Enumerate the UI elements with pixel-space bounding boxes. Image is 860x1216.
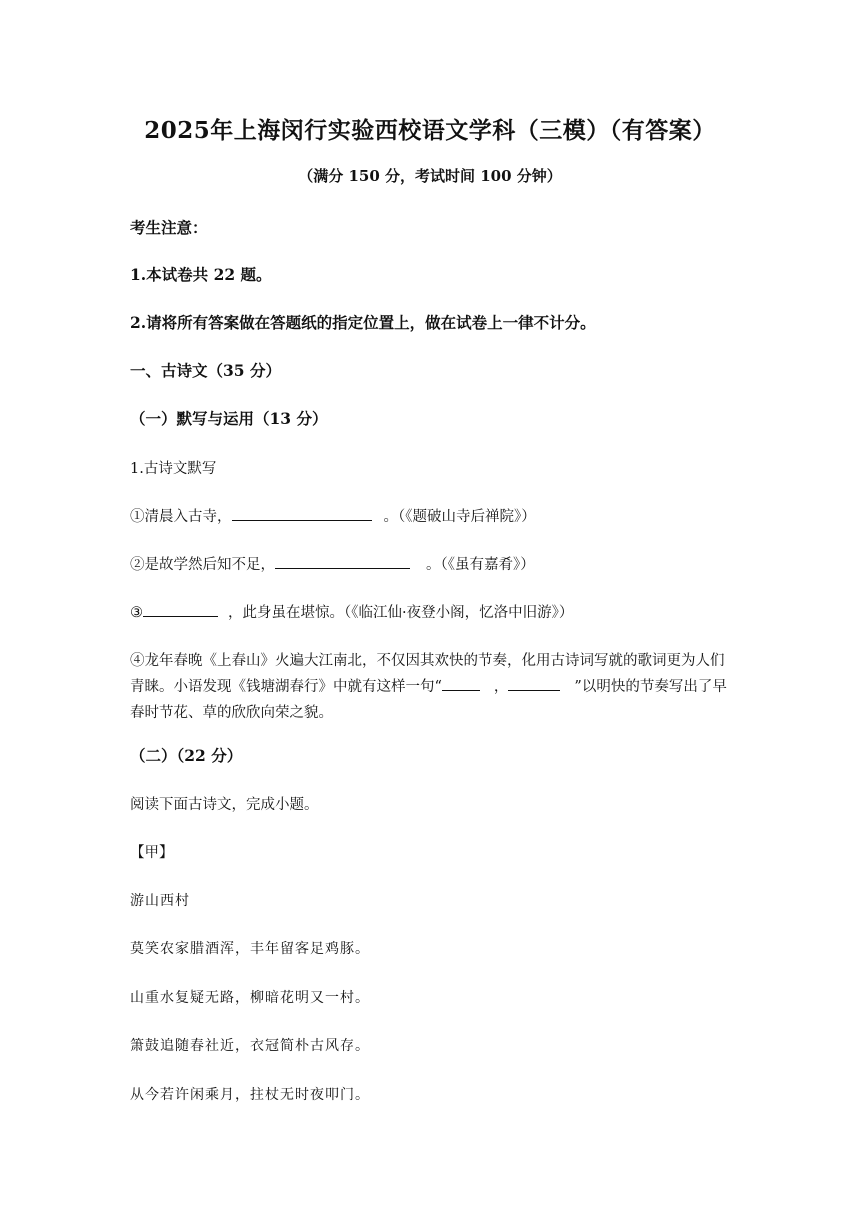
item-4-prompt: ④龙年春晚《上春山》火遍大江南北，不仅因其欢快的节奏，化用古诗词写就的歌词更为人们青睐。小语发现《钱塘湖春行》中就有这样一句“ — [130, 653, 725, 695]
question-1-heading: 1.古诗文默写 — [130, 461, 217, 477]
answer-blank[interactable] — [275, 554, 410, 569]
item-2-source: 。（《虽有嘉肴》） — [426, 557, 535, 573]
notice-item-2: 2.请将所有答案做在答题纸的指定位置上，做在试卷上一律不计分。 — [130, 313, 596, 332]
poem-line-3: 箫鼓追随春社近，衣冠简朴古风存。 — [130, 1038, 370, 1054]
item-4-rest: ”以明快的节奏写出了早春时节花、草的欣欣向荣之貌。 — [130, 679, 727, 721]
section-heading-1: 一、古诗文（35 分） — [130, 361, 281, 380]
question-1-item-4 — [130, 648, 735, 726]
subsection-heading-2: （二）（22 分） — [130, 746, 243, 765]
question-1-item-1 — [130, 505, 536, 526]
item-3-source: ，此身虽在堪惊。（《临江仙·夜登小阁，忆洛中旧游》） — [228, 605, 574, 621]
item-4-comma: ， — [493, 679, 509, 695]
notice-item-1: 1.本试卷共 22 题。 — [130, 265, 272, 284]
item-1-prompt: ①清晨入古寺， — [130, 509, 232, 525]
passage-label-jia: 【甲】 — [130, 845, 174, 861]
question-1-item-2 — [130, 553, 535, 574]
reading-instruction: 阅读下面古诗文，完成小题。 — [130, 797, 319, 813]
question-1-item-3 — [130, 601, 573, 622]
answer-blank[interactable] — [442, 676, 480, 691]
poem-title: 游山西村 — [130, 893, 190, 909]
answer-blank[interactable] — [143, 602, 218, 617]
notice-heading: 考生注意： — [130, 218, 208, 237]
poem-line-2: 山重水复疑无路，柳暗花明又一村。 — [130, 990, 370, 1006]
subsection-heading-1: （一）默写与运用（13 分） — [130, 409, 328, 428]
poem-line-1: 莫笑农家腊酒浑，丰年留客足鸡豚。 — [130, 941, 370, 957]
exam-title: 2025年上海闵行实验西校语文学科（三模）（有答案） — [144, 117, 716, 144]
item-3-prompt: ③ — [130, 605, 143, 621]
poem-line-4: 从今若许闲乘月，拄杖无时夜叩门。 — [130, 1087, 370, 1103]
item-1-source: 。（《题破山寺后禅院》） — [383, 509, 536, 525]
answer-blank[interactable] — [508, 676, 560, 691]
item-2-prompt: ②是故学然后知不足， — [130, 557, 275, 573]
exam-subtitle: （满分 150 分，考试时间 100 分钟） — [298, 167, 562, 185]
answer-blank[interactable] — [232, 506, 372, 521]
